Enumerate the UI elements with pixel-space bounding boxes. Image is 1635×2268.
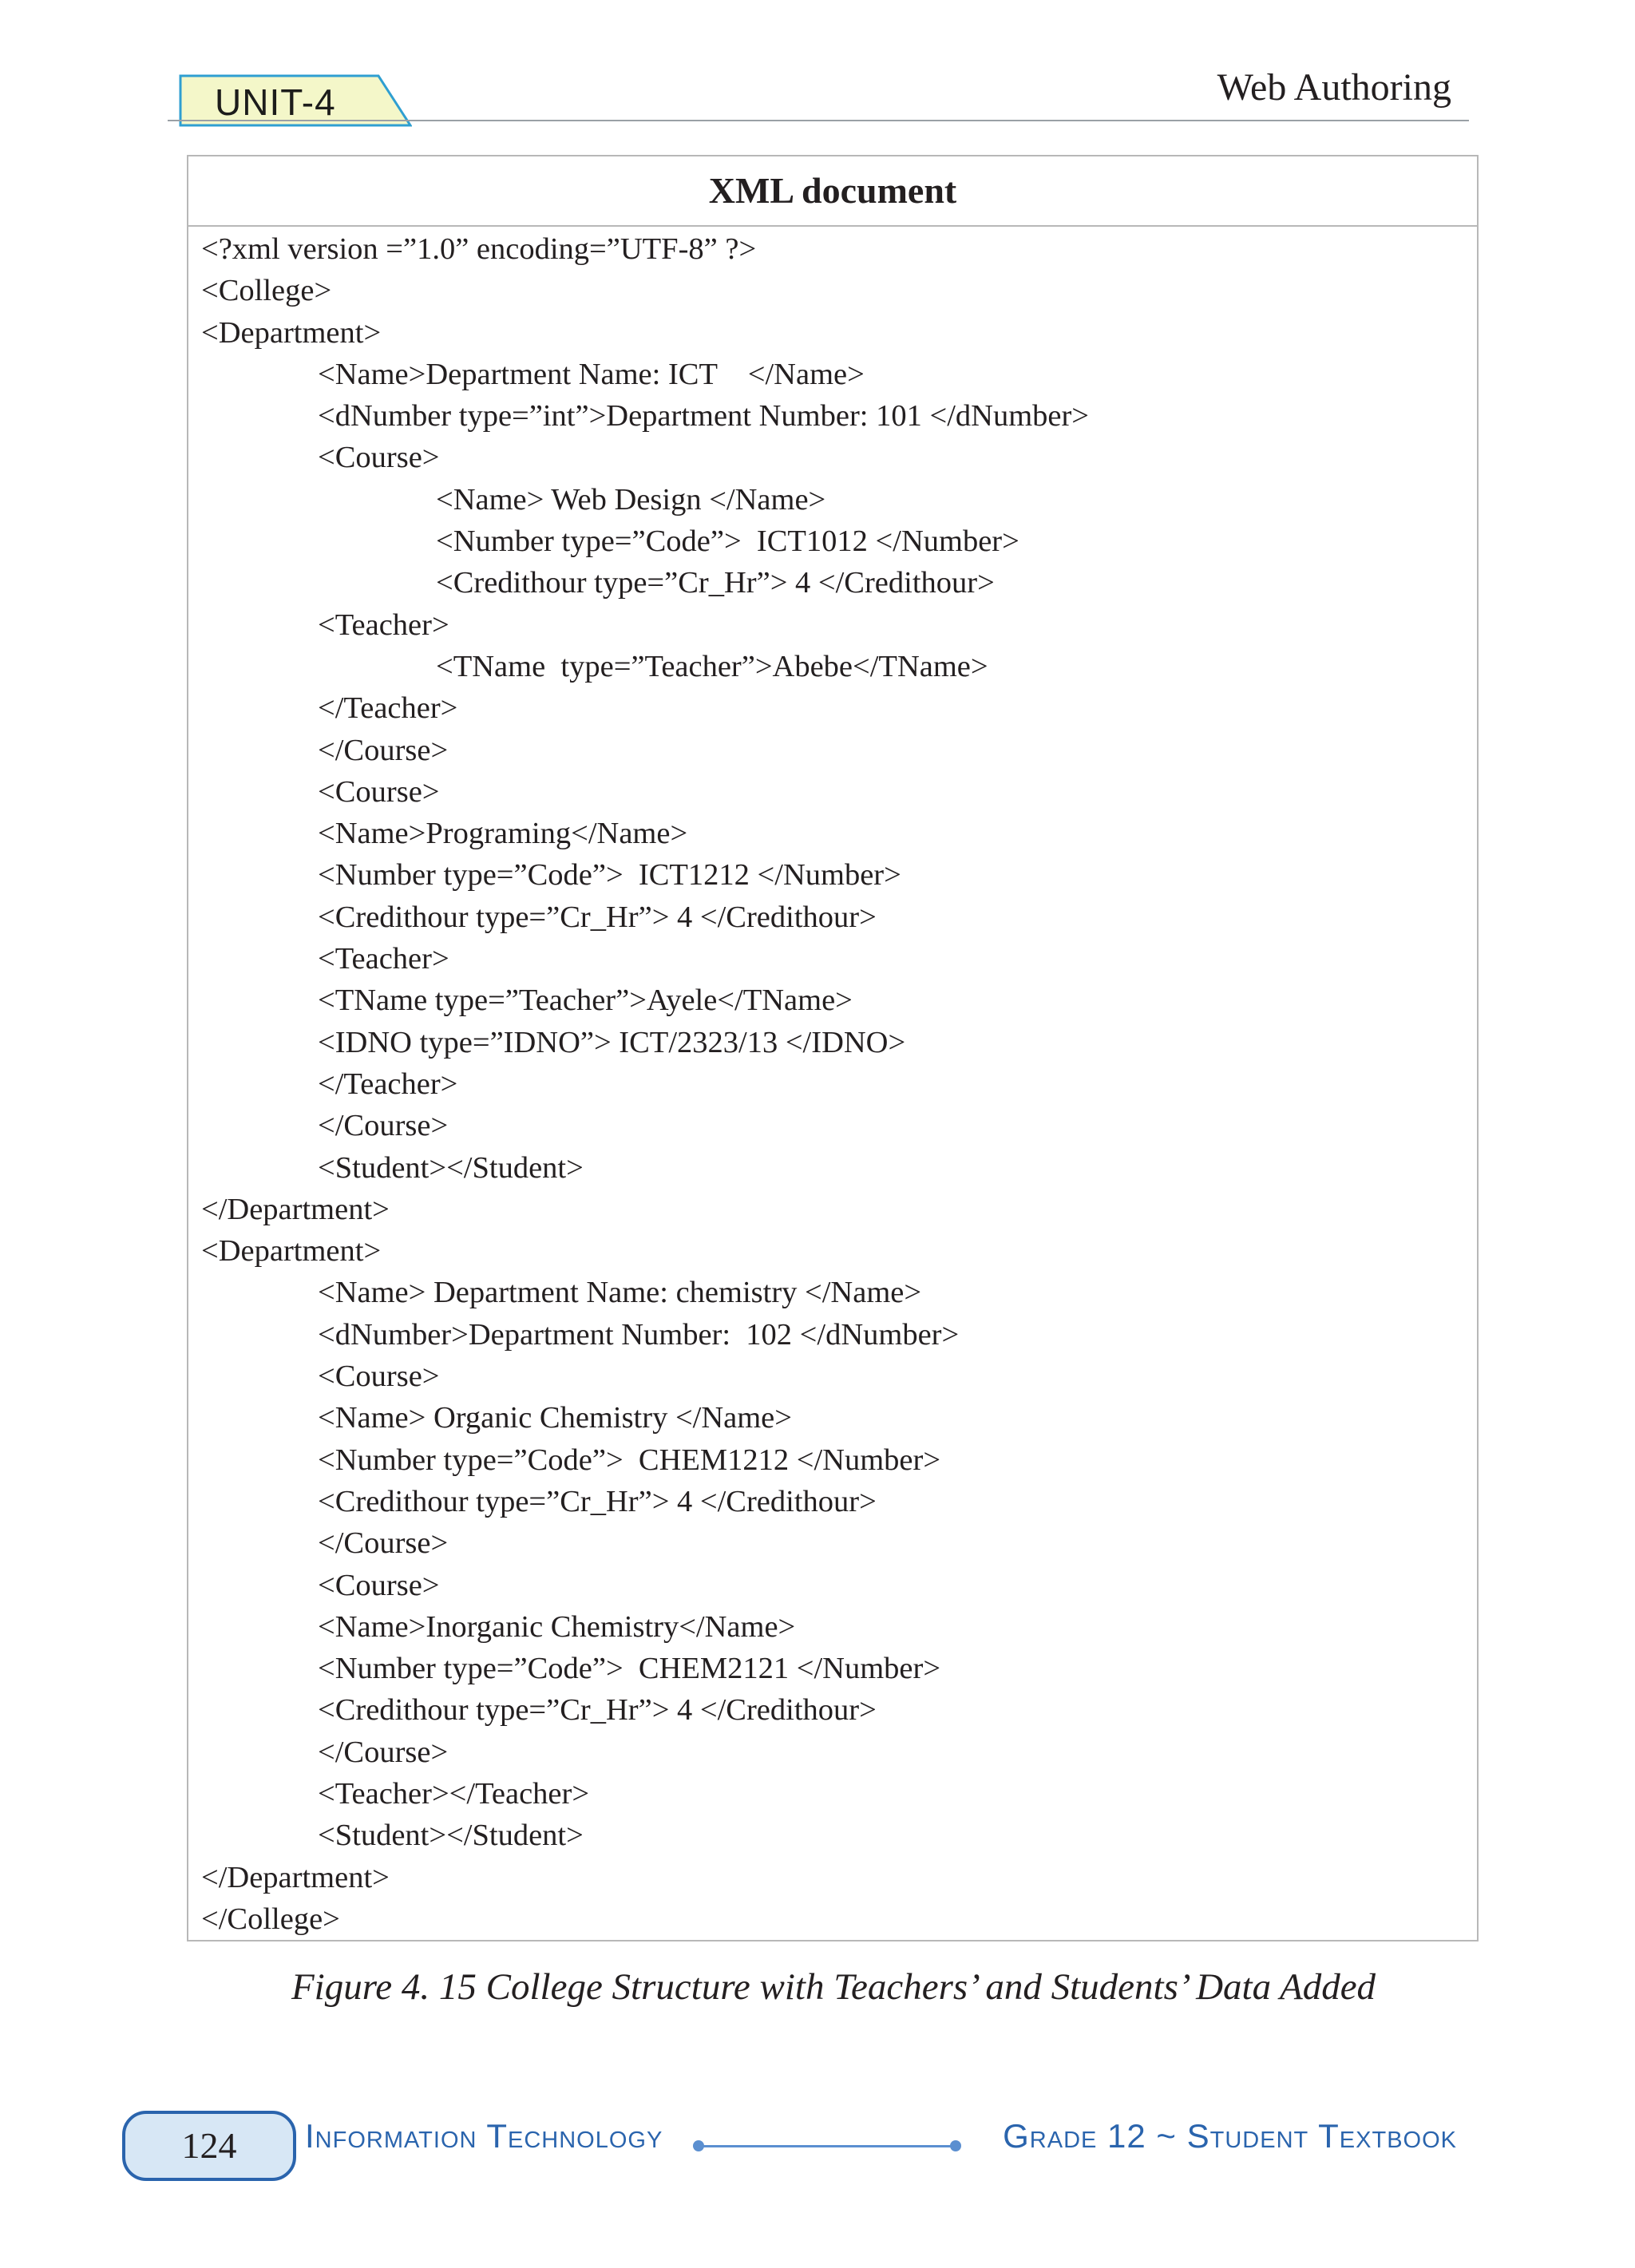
code-line: <Course> [318,1360,440,1394]
xml-document-box [187,155,1479,1941]
code-line: <Number type=”Code”> ICT1212 </Number> [318,858,901,893]
code-line: <Teacher> [318,942,449,976]
code-line: </Course> [318,1526,449,1561]
code-line: <Course> [318,1568,440,1602]
footer-dot-right [950,2140,961,2151]
page-number: 124 [122,2111,296,2181]
header-divider [168,120,1469,121]
code-line: <College> [201,274,332,308]
code-line: <Course> [318,774,440,809]
code-line: <Teacher> [318,608,449,642]
code-line: <Number type=”Code”> CHEM1212 </Number> [318,1443,941,1477]
box-title: XML document [188,156,1477,227]
code-line: <dNumber>Department Number: 102 </dNumber> [318,1317,960,1352]
unit-label: UNIT-4 [215,81,336,123]
code-line: </Teacher> [318,691,458,726]
footer-divider [699,2145,955,2147]
code-line: <Department> [201,315,382,350]
code-line: <TName type=”Teacher”>Ayele</TName> [318,984,853,1018]
code-line: <Department> [201,1234,382,1269]
code-line: <IDNO type=”IDNO”> ICT/2323/13 </IDNO> [318,1025,906,1059]
code-line: <Credithour type=”Cr_Hr”> 4 </Credithour> [318,900,877,934]
code-line: <Credithour type=”Cr_Hr”> 4 </Credithour> [436,566,995,600]
footer-grade-label: Grade 12 ~ Student Textbook [1003,2117,1457,2155]
code-line: <dNumber type=”int”>Department Number: 101 </dNumber> [318,399,1090,433]
code-line: <Name>Inorganic Chemistry</Name> [318,1609,796,1644]
code-line: <Name> Web Design </Name> [436,482,826,517]
footer-book-title: Information Technology [305,2117,663,2155]
code-line: </Course> [318,733,449,767]
code-lines [188,227,1477,1940]
code-line: </College> [201,1902,340,1936]
code-line: </Department> [201,1860,390,1894]
code-line: <Name> Organic Chemistry </Name> [318,1401,792,1435]
code-line: </Course> [318,1735,449,1769]
code-line: <?xml version =”1.0” encoding=”UTF-8” ?> [201,232,757,266]
code-line: <Name> Department Name: chemistry </Name> [318,1276,922,1310]
code-line: <Number type=”Code”> ICT1012 </Number> [436,524,1019,559]
code-line: </Department> [201,1192,390,1226]
code-line: <Course> [318,441,440,475]
code-line: <Name>Programing</Name> [318,817,688,851]
code-line: <Number type=”Code”> CHEM2121 </Number> [318,1652,941,1686]
code-line: <Student></Student> [318,1819,584,1853]
code-line: </Teacher> [318,1067,458,1101]
figure-caption: Figure 4. 15 College Structure with Teachers’ and Students’ Data Added [291,1966,1376,2008]
section-title: Web Authoring [1217,66,1451,109]
code-line: <Name>Department Name: ICT </Name> [318,357,865,391]
code-line: <Teacher></Teacher> [318,1776,590,1811]
code-line: <Credithour type=”Cr_Hr”> 4 </Credithour> [318,1693,877,1728]
code-line: <TName type=”Teacher”>Abebe</TName> [436,649,988,683]
code-line: </Course> [318,1109,449,1143]
code-line: <Student></Student> [318,1150,584,1185]
code-line: <Credithour type=”Cr_Hr”> 4 </Credithour> [318,1484,877,1518]
